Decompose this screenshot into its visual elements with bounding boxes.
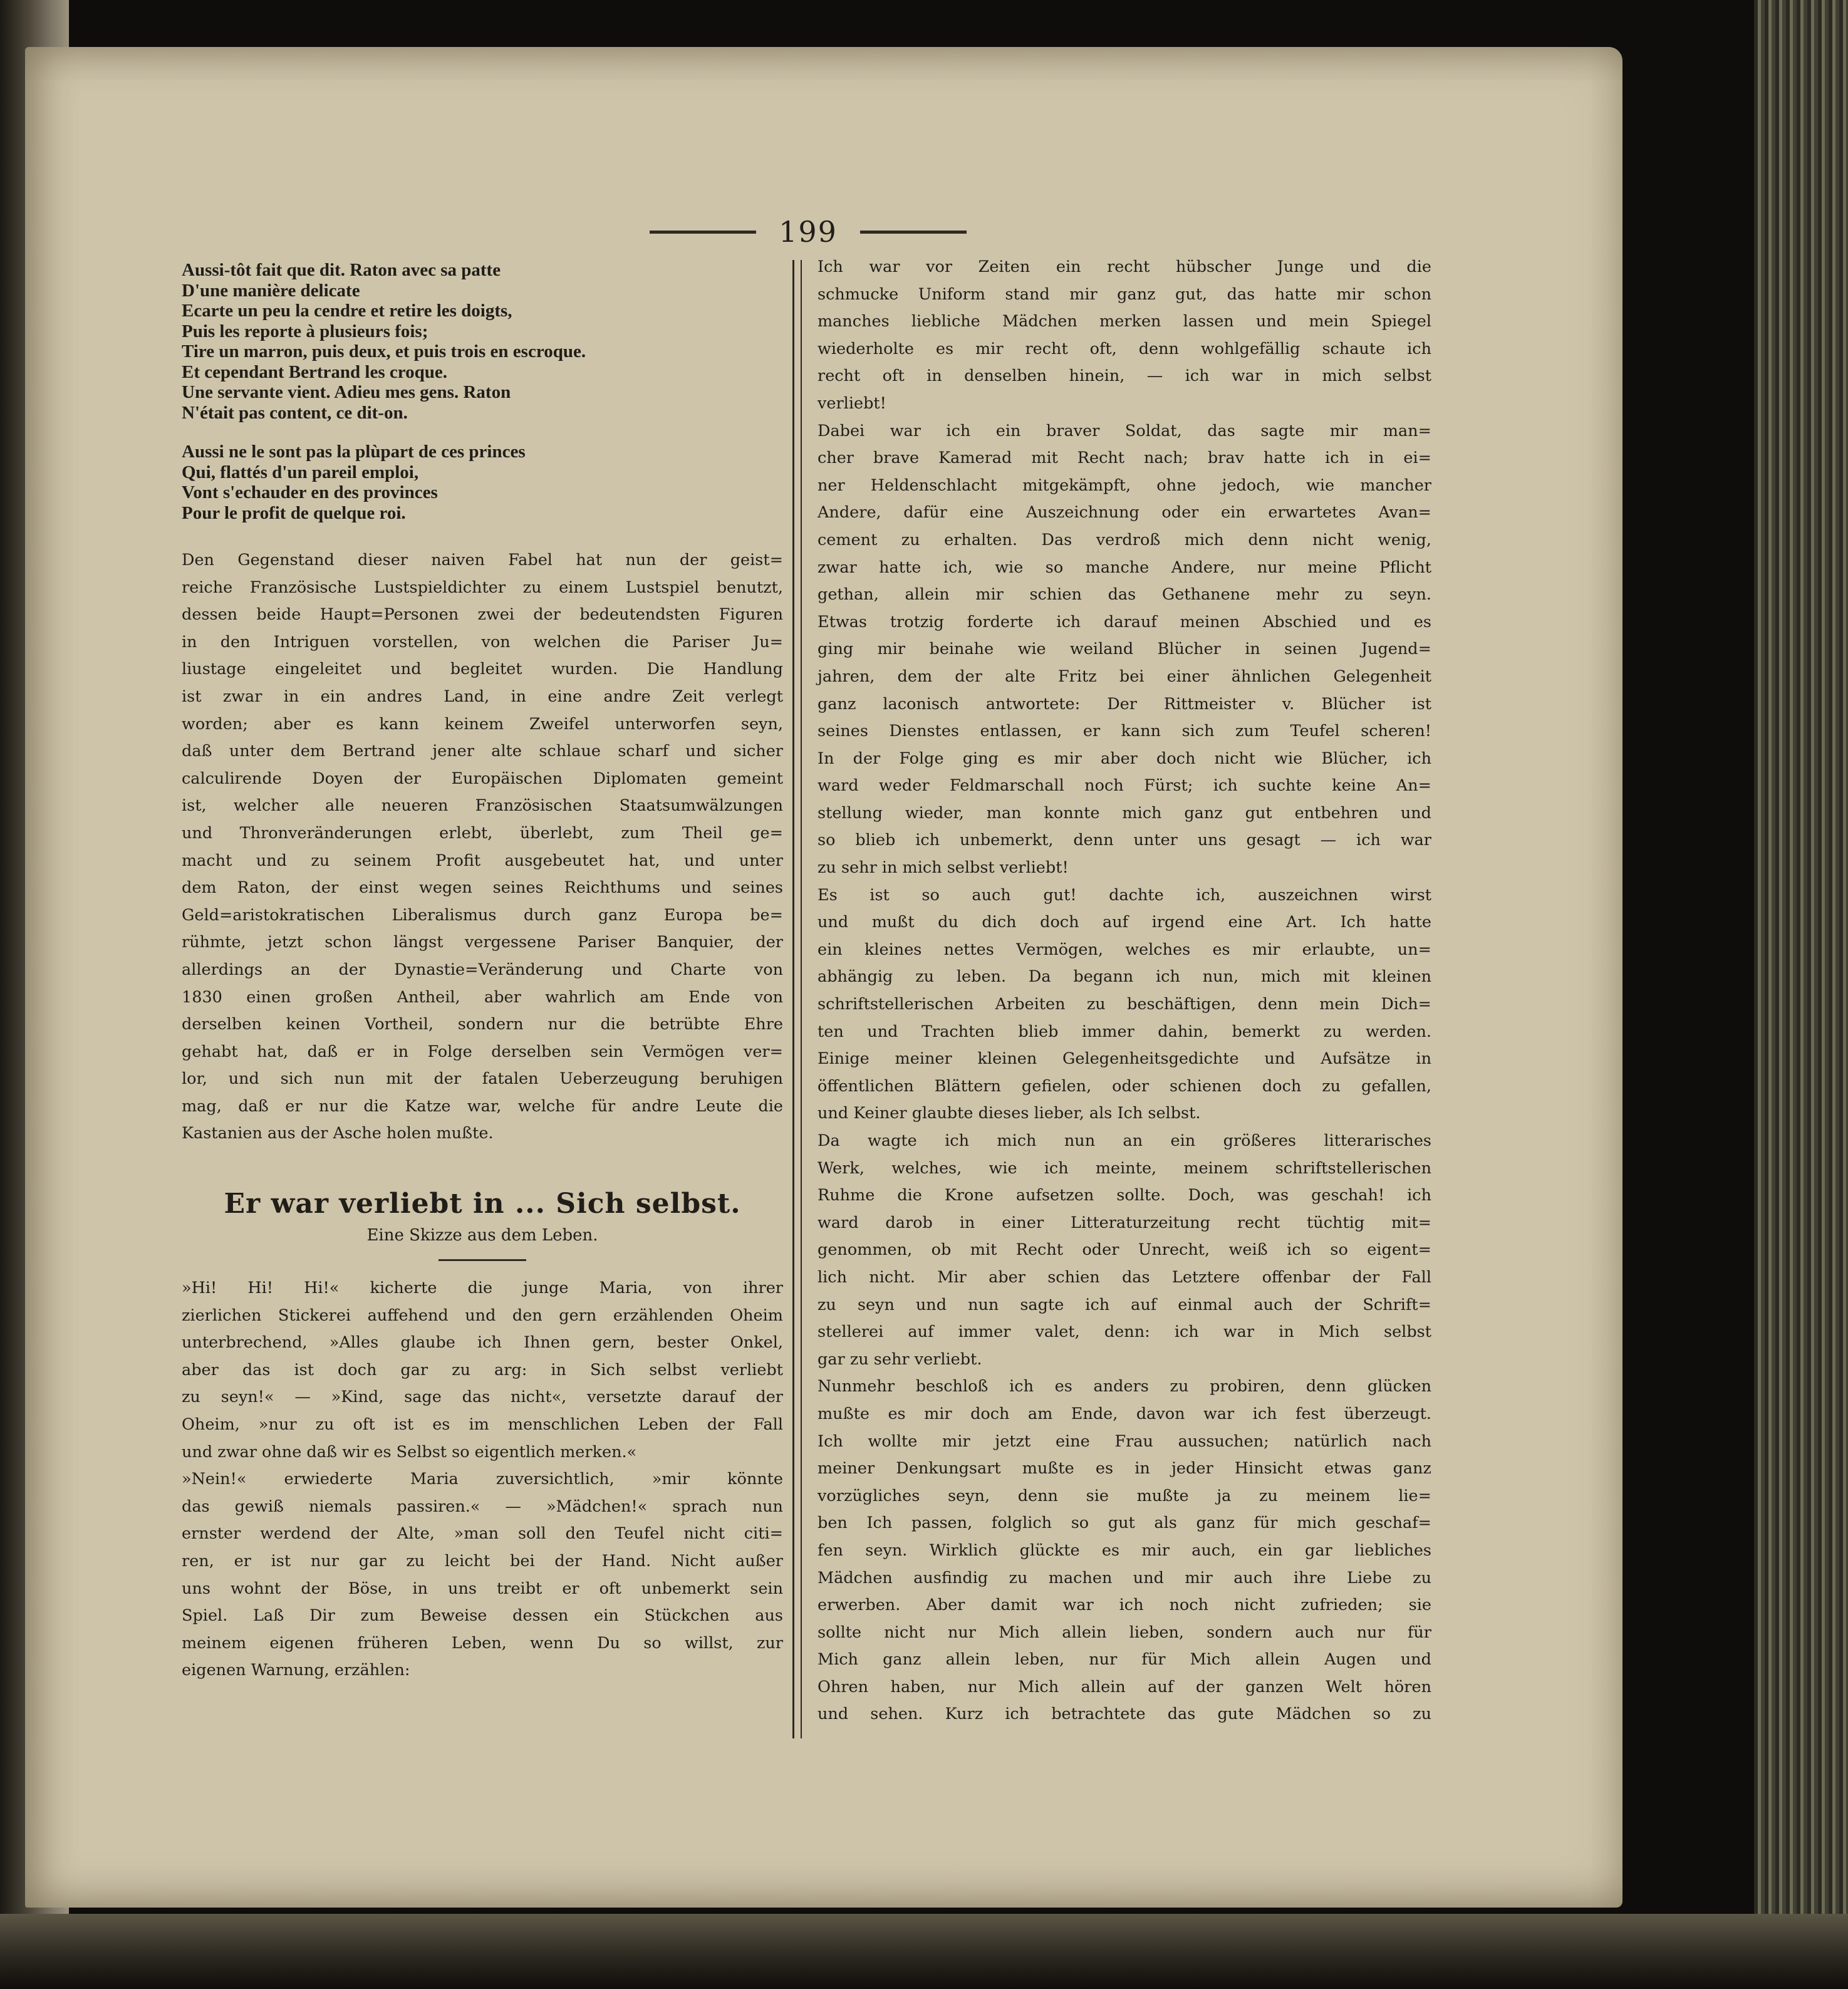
text-line: »Hi! Hi! Hi!« kicherte die junge Maria, von ihrer	[182, 1279, 783, 1298]
text-line: rühmte, jetzt schon längst vergessene Pariser Banquier, der	[182, 933, 783, 952]
text-line: unterbrechend, »Alles glaube ich Ihnen gern, bester Onkel,	[182, 1333, 783, 1353]
text-line: sollte nicht nur Mich allein lieben, sondern auch nur für	[818, 1623, 1431, 1642]
text-line: lich nicht. Mir aber schien das Letztere offenbar der Fall	[818, 1267, 1431, 1287]
verse-line: Une servante vient. Adieu mes gens. Raton	[182, 382, 511, 402]
text-line: jahren, dem der alte Fritz bei einer ähnlichen Gelegenheit	[818, 667, 1431, 686]
text-line: Da wagte ich mich nun an ein größeres litterarisches	[818, 1131, 1431, 1150]
text-line: Oheim, »nur zu oft ist es im menschlichen Leben der Fall	[182, 1415, 783, 1435]
text-line: zu sehr in mich selbst verliebt!	[818, 858, 1069, 878]
text-line: Einige meiner kleinen Gelegenheitsgedichte und Aufsätze in	[818, 1049, 1431, 1069]
text-line: Dabei war ich ein braver Soldat, das sagte mir man=	[818, 421, 1431, 440]
text-line: meinem eigenen früheren Leben, wenn Du so willst, zur	[182, 1633, 783, 1653]
text-line: 1830 einen großen Antheil, aber wahrlich am Ende von	[182, 987, 783, 1007]
text-line: wiederholte es mir recht oft, denn wohlgefällig schaute ich	[818, 339, 1431, 358]
text-line: Kastanien aus der Asche holen mußte.	[182, 1124, 494, 1143]
text-line: Ich war vor Zeiten ein recht hübscher Junge und die	[818, 257, 1431, 276]
text-line: ward darob in einer Litteraturzeitung recht tüchtig mit=	[818, 1213, 1431, 1232]
verse-line: Aussi ne le sont pas la plùpart de ces princes	[182, 442, 526, 462]
spacer	[182, 523, 783, 547]
text-line: das gewiß niemals passiren.« — »Mädchen!« sprach nun	[182, 1497, 783, 1516]
text-line: mußte es mir doch am Ende, davon war ich fest überzeugt.	[818, 1404, 1431, 1423]
text-line: genommen, ob mit Recht oder Unrecht, weiß ich so eigent=	[818, 1240, 1431, 1260]
text-line: liustage eingeleitet und begleitet wurden. Die Handlung	[182, 660, 783, 679]
right-column	[818, 254, 1431, 1728]
page-number-header	[633, 213, 984, 251]
header-rule-right	[860, 231, 967, 234]
text-line: worden; aber es kann keinem Zweifel unterworfen seyn,	[182, 714, 783, 734]
text-line: Den Gegenstand dieser naiven Fabel hat nun der geist=	[182, 551, 783, 569]
story-title: Er war verliebt in ... Sich selbst.	[224, 1188, 741, 1220]
text-line: stellerei auf immer valet, denn: ich war in Mich selbst	[818, 1322, 1431, 1342]
text-line: cement zu erhalten. Das verdroß mich denn nicht wenig,	[818, 530, 1431, 549]
french-verse	[182, 260, 783, 523]
text-line: aber das ist doch gar zu arg: in Sich selbst verliebt	[182, 1360, 783, 1379]
text-line: Spiel. Laß Dir zum Beweise dessen ein Stückchen aus	[182, 1606, 783, 1626]
text-line: ernster werdend der Alte, »man soll den Teufel nicht citi=	[182, 1524, 783, 1544]
text-line: Mich ganz allein leben, nur für Mich allein Augen und	[818, 1650, 1431, 1670]
text-line: ist, welcher alle neueren Französischen Staatsumwälzungen	[182, 796, 783, 816]
text-line: und Keiner glaubte dieses lieber, als Ich selbst.	[818, 1104, 1201, 1123]
text-line: »Nein!« erwiederte Maria zuversichtlich, »mir könnte	[182, 1470, 783, 1489]
text-line: in den Intriguen vorstellen, von welchen die Pariser Ju=	[182, 632, 783, 652]
verse-line: Et cependant Bertrand les croque.	[182, 361, 447, 382]
text-line: Ruhme die Krone aufsetzen sollte. Doch, was geschah! ich	[818, 1186, 1431, 1205]
text-line: ist zwar in ein andres Land, in eine andre Zeit verlegt	[182, 687, 783, 706]
text-line: und sehen. Kurz ich betrachtete das gute Mädchen so zu	[818, 1705, 1431, 1724]
text-line: und mußt du dich doch auf irgend eine Art. Ich hatte	[818, 913, 1431, 932]
text-line: erwerben. Aber damit war ich noch nicht zufrieden; sie	[818, 1596, 1431, 1615]
verse-line: Aussi-tôt fait que dit. Raton avec sa patte	[182, 260, 501, 280]
text-line: zu seyn!« — »Kind, sage das nicht«, versetzte darauf der	[182, 1388, 783, 1407]
text-line: allerdings an der Dynastie=Veränderung und Charte von	[182, 960, 783, 979]
text-line: und Thronveränderungen erlebt, überlebt, zum Theil ge=	[182, 823, 783, 843]
text-line: lor, und sich nun mit der fatalen Ueberzeugung beruhigen	[182, 1069, 783, 1089]
text-line: schmucke Uniform stand mir ganz gut, das hatte mir schon	[818, 284, 1431, 304]
story-text-right	[818, 254, 1431, 1728]
book-bottom-edge	[0, 1914, 1848, 1989]
text-line: ren, er ist nur gar zu leicht bei der Hand. Nicht außer	[182, 1552, 783, 1571]
text-line: ner Heldenschlacht mitgekämpft, ohne jedoch, wie mancher	[818, 475, 1431, 495]
verse-line: Pour le profit de quelque roi.	[182, 502, 406, 523]
fable-commentary	[182, 547, 783, 1148]
text-line: schriftstellerischen Arbeiten zu beschäftigen, denn mein Dich=	[818, 995, 1431, 1014]
text-line: seines Dienstes entlassen, er kann sich zum Teufel scheren!	[818, 722, 1431, 741]
text-line: cher brave Kamerad mit Recht nach; brav hatte ich in ei=	[818, 449, 1431, 468]
verse-line: Vont s'echauder en des provinces	[182, 482, 438, 502]
text-line: Werk, welches, wie ich meinte, meinem schriftstellerischen	[818, 1158, 1431, 1178]
page-stack-edge	[1754, 0, 1848, 1989]
text-line: meiner Denkungsart mußte es in jeder Hinsicht etwas ganz	[818, 1459, 1431, 1478]
text-line: zierlichen Stickerei auffehend und den gern erzählenden Oheim	[182, 1306, 783, 1325]
text-line: Nunmehr beschloß ich es anders zu probiren, denn glücken	[818, 1377, 1431, 1396]
text-line: calculirende Doyen der Europäischen Diplomaten gemeint	[182, 769, 783, 788]
story-subtitle: Eine Skizze aus dem Leben.	[366, 1226, 598, 1245]
text-line: so blieb ich unbemerkt, denn unter uns gesagt — ich war	[818, 831, 1431, 850]
story-text-left	[182, 1275, 783, 1685]
text-line: ward weder Feldmarschall noch Fürst; ich suchte keine An=	[818, 776, 1431, 796]
text-line: gethan, allein mir schien das Gethanene mehr zu seyn.	[818, 585, 1431, 605]
text-line: mag, daß er nur die Katze war, welche für andre Leute die	[182, 1096, 783, 1116]
text-line: ben Ich passen, folglich so gut als ganz für mich geschaf=	[818, 1514, 1431, 1533]
text-line: abhängig zu leben. Da begann ich nun, mich mit kleinen	[818, 967, 1431, 987]
column-divider	[792, 260, 802, 1738]
text-line: Etwas trotzig forderte ich darauf meinen Abschied und es	[818, 612, 1431, 631]
text-line: Geld=aristokratischen Liberalismus durch ganz Europa be=	[182, 905, 783, 925]
text-line: Es ist so auch gut! dachte ich, auszeichnen wirst	[818, 885, 1431, 905]
text-line: ten und Trachten blieb immer dahin, bemerkt zu werden.	[818, 1022, 1431, 1041]
text-line: derselben keinen Vortheil, sondern nur die betrübte Ehre	[182, 1015, 783, 1034]
text-line: stellung wieder, man konnte mich ganz gut entbehren und	[818, 803, 1431, 823]
text-line: öffentlichen Blättern gefielen, oder schienen doch zu gefallen,	[818, 1076, 1431, 1096]
text-line: dessen beide Haupt=Personen zwei der bedeutendsten Figuren	[182, 605, 783, 625]
text-line: reiche Französische Lustspieldichter zu einem Lustspiel benutzt,	[182, 578, 783, 597]
text-line: Ich wollte mir jetzt eine Frau aussuchen; natürlich nach	[818, 1431, 1431, 1451]
header-rule-left	[650, 231, 756, 234]
text-line: verliebt!	[818, 393, 886, 413]
page-number: 199	[779, 215, 838, 249]
text-line: zwar hatte ich, wie so manche Andere, nur meine Pflicht	[818, 558, 1431, 577]
text-line: vorzügliches seyn, denn sie mußte ja zu meinem lie=	[818, 1486, 1431, 1505]
verse-line: Puis les reporte à plusieurs fois;	[182, 321, 428, 341]
text-line: Andere, dafür eine Auszeichnung oder ein erwartetes Avan=	[818, 503, 1431, 522]
heading-rule	[439, 1259, 526, 1261]
left-column	[182, 260, 783, 1685]
text-line: ganz laconisch antwortete: Der Rittmeister v. Blücher ist	[818, 694, 1431, 714]
text-line: zu seyn und nun sagte ich auf einmal auch der Schrift=	[818, 1295, 1431, 1314]
text-line: Ohren haben, nur Mich allein auf der ganzen Welt hören	[818, 1677, 1431, 1696]
text-line: In der Folge ging es mir aber doch nicht wie Blücher, ich	[818, 749, 1431, 768]
text-line: Mädchen ausfindig zu machen und mir auch ihre Liebe zu	[818, 1568, 1431, 1587]
text-line: daß unter dem Bertrand jener alte schlaue scharf und sicher	[182, 742, 783, 761]
verse-line: N'était pas content, ce dit-on.	[182, 402, 408, 423]
story-heading	[182, 1185, 783, 1261]
text-line: gehabt hat, daß er in Folge derselben sein Vermögen ver=	[182, 1042, 783, 1061]
text-line: gar zu sehr verliebt.	[818, 1349, 982, 1369]
text-line: recht oft in denselben hinein, — ich war in mich selbst	[818, 366, 1431, 386]
text-line: ging mir beinahe wie weiland Blücher in seinen Jugend=	[818, 640, 1431, 659]
text-line: uns wohnt der Böse, in uns treibt er oft unbemerkt sein	[182, 1579, 783, 1598]
text-line: eigenen Warnung, erzählen:	[182, 1661, 410, 1680]
text-line: macht und zu seinem Profit ausgebeutet hat, und unter	[182, 851, 783, 870]
text-line: und zwar ohne daß wir es Selbst so eigentlich merken.«	[182, 1442, 637, 1462]
stanza-break	[182, 423, 783, 442]
text-line: manches liebliche Mädchen merken lassen und mein Spiegel	[818, 312, 1431, 331]
verse-line: Tire un marron, puis deux, et puis trois en escroque.	[182, 341, 586, 361]
text-line: ein kleines nettes Vermögen, welches es mir erlaubte, un=	[818, 940, 1431, 959]
verse-line: Qui, flattés d'un pareil emploi,	[182, 462, 419, 482]
text-line: fen seyn. Wirklich glückte es mir auch, ein gar liebliches	[818, 1540, 1431, 1560]
verse-line: D'une manière delicate	[182, 280, 360, 301]
text-line: dem Raton, der einst wegen seines Reichthums und seines	[182, 878, 783, 898]
verse-line: Ecarte un peu la cendre et retire les doigts,	[182, 301, 512, 321]
spacer	[182, 1148, 783, 1185]
